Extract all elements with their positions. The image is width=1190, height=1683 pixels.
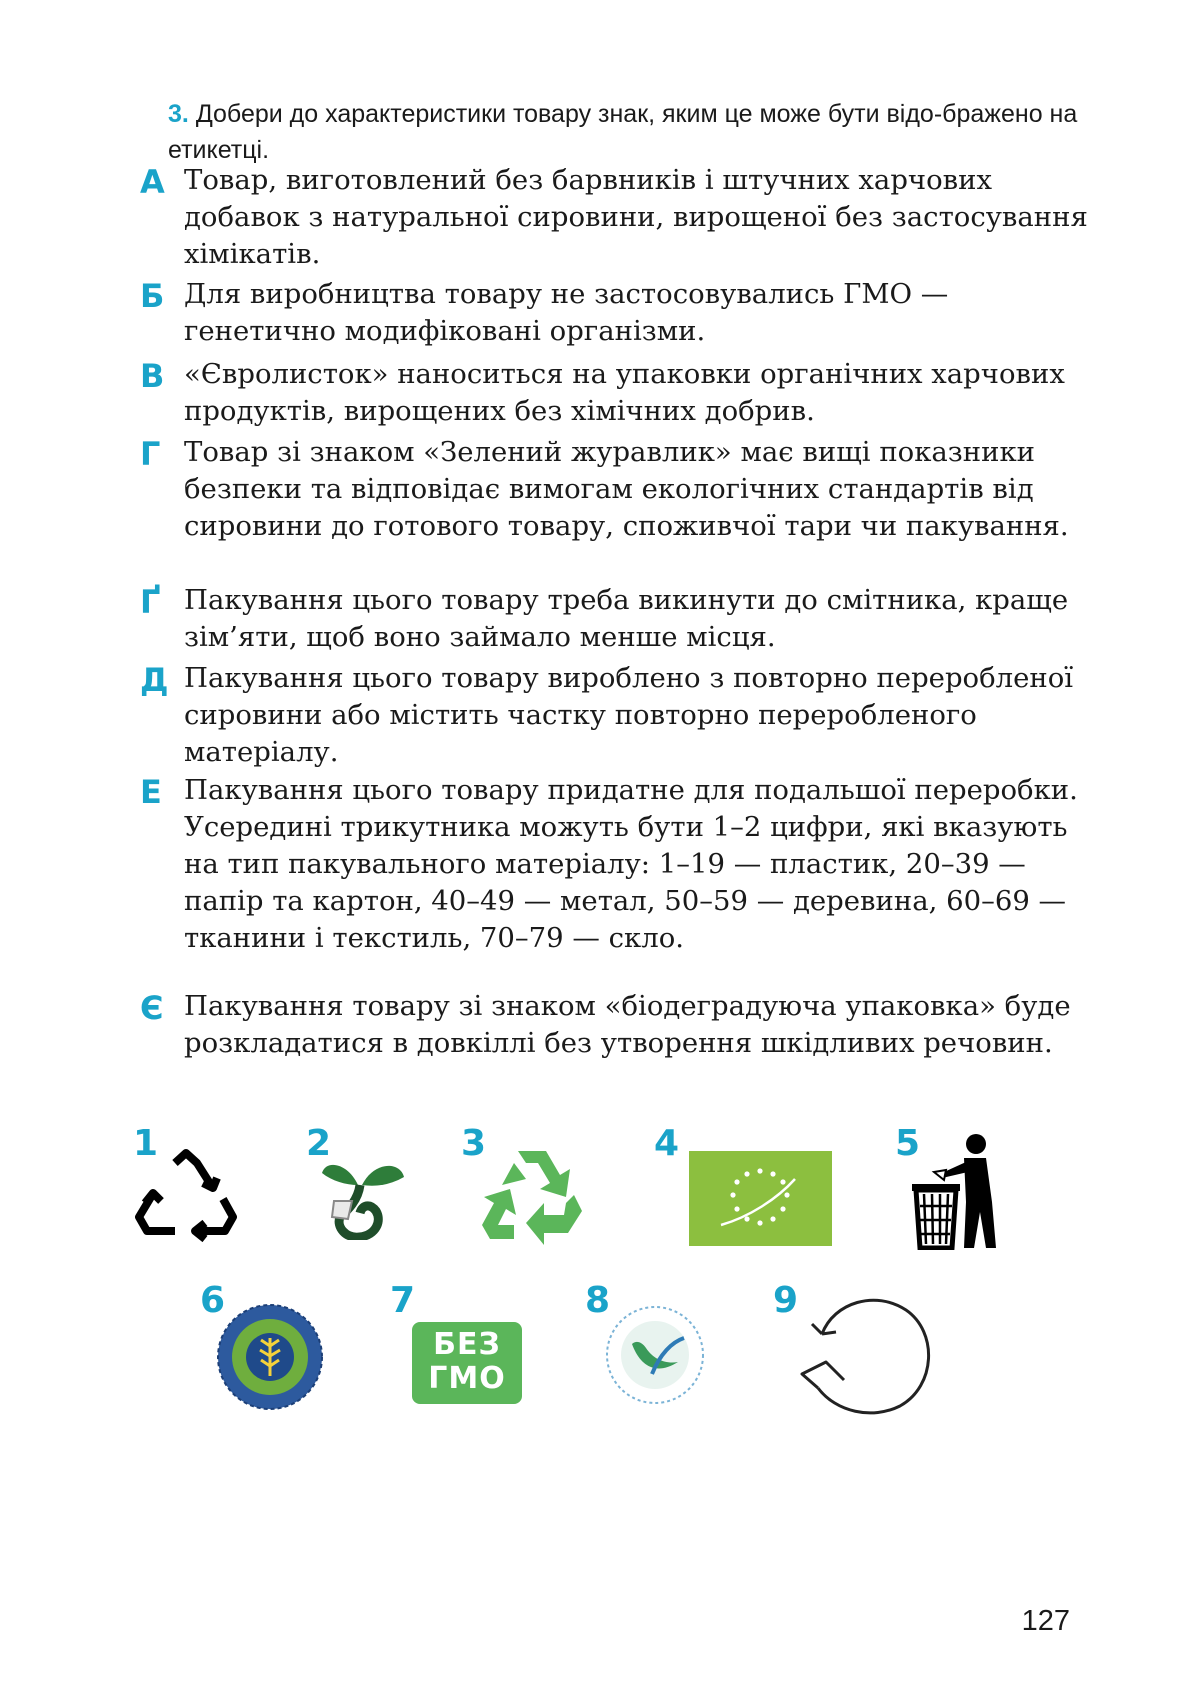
organic-seal-icon	[215, 1302, 325, 1412]
item-d	[140, 660, 1100, 771]
item-text: Товар зі знаком «Зелений журавлик» має вищі показники безпеки та відповідає вимогам екологічних стандартів від сировини до готового товару, споживчої тари чи пакування.	[184, 436, 1069, 542]
item-letter: В	[140, 357, 165, 395]
icon-number-2: 2	[306, 1123, 332, 1164]
item-text: Товар, виготовлений без барвників і штучних харчових добавок з натуральної сировини, вирощеної без застосування хімікатів.	[184, 164, 1088, 270]
item-letter: Г	[140, 435, 161, 473]
item-g	[140, 582, 1100, 656]
item-letter: Б	[140, 277, 165, 315]
tidyman-bin-icon	[908, 1132, 1002, 1250]
icon-number-8: 8	[585, 1280, 611, 1321]
item-letter: Д	[140, 661, 169, 699]
item-text: Для виробництва товару не застосовувались ГМО — генетично модифіковані організми.	[184, 278, 949, 347]
item-b	[140, 276, 1100, 350]
icon-number-1: 1	[133, 1123, 159, 1164]
task-text: Добери до характеристики товару знак, яким це може бути відо-бражено на етикетці.	[168, 100, 1078, 164]
circular-arrow-icon	[792, 1288, 940, 1418]
green-crane-icon	[602, 1302, 708, 1408]
item-a	[140, 162, 1100, 273]
icon-number-9: 9	[773, 1280, 799, 1321]
eu-organic-leaf-icon	[689, 1151, 832, 1246]
recycle-triangle-outline-icon	[133, 1145, 239, 1245]
item-ye	[140, 988, 1100, 1062]
no-gmo-badge-icon	[412, 1322, 522, 1404]
item-e	[140, 772, 1100, 957]
task-statement	[168, 96, 1098, 168]
page-number: 127	[1021, 1605, 1070, 1637]
icon-number-6: 6	[200, 1280, 226, 1321]
item-text: «Євролисток» наноситься на упаковки органічних харчових продуктів, вирощених без хімічних добрив.	[184, 358, 1065, 427]
item-h	[140, 434, 1100, 545]
icon-number-3: 3	[461, 1123, 487, 1164]
item-text: Пакування цього товару треба викинути до смітника, краще зім’яти, щоб воно займало менше місця.	[184, 584, 1069, 653]
icon-number-7: 7	[390, 1280, 416, 1321]
task-number: 3.	[168, 100, 189, 128]
icon-number-5: 5	[895, 1123, 921, 1164]
item-v	[140, 356, 1100, 430]
no-gmo-line2: ГМО	[428, 1361, 506, 1396]
item-text: Пакування товару зі знаком «біодеградуюча упаковка» буде розкладатися в довкіллі без утворення шкідливих речовин.	[184, 990, 1071, 1059]
item-text: Пакування цього товару вироблено з повторно переробленої сировини або містить частку повторно переробленого матеріалу.	[184, 662, 1074, 768]
no-gmo-line1: БЕЗ	[433, 1327, 501, 1362]
item-text: Пакування цього товару придатне для подальшої переробки. Усередині трикутника можуть бути 1–2 цифри, які вказують на тип пакувального матеріалу: 1–19 — пластик, 20–39 — папір та картон, 40–49 — метал, 50–59 — деревина, 60–69 — тканини і текстиль, 70–79 — скло.	[184, 774, 1078, 954]
item-letter: Е	[140, 773, 162, 811]
recycle-green-icon	[480, 1145, 584, 1245]
icon-number-4: 4	[654, 1123, 680, 1164]
item-letter: Є	[140, 989, 164, 1027]
item-letter: Ґ	[140, 583, 161, 621]
seedling-icon	[318, 1155, 408, 1240]
item-letter: А	[140, 163, 165, 201]
